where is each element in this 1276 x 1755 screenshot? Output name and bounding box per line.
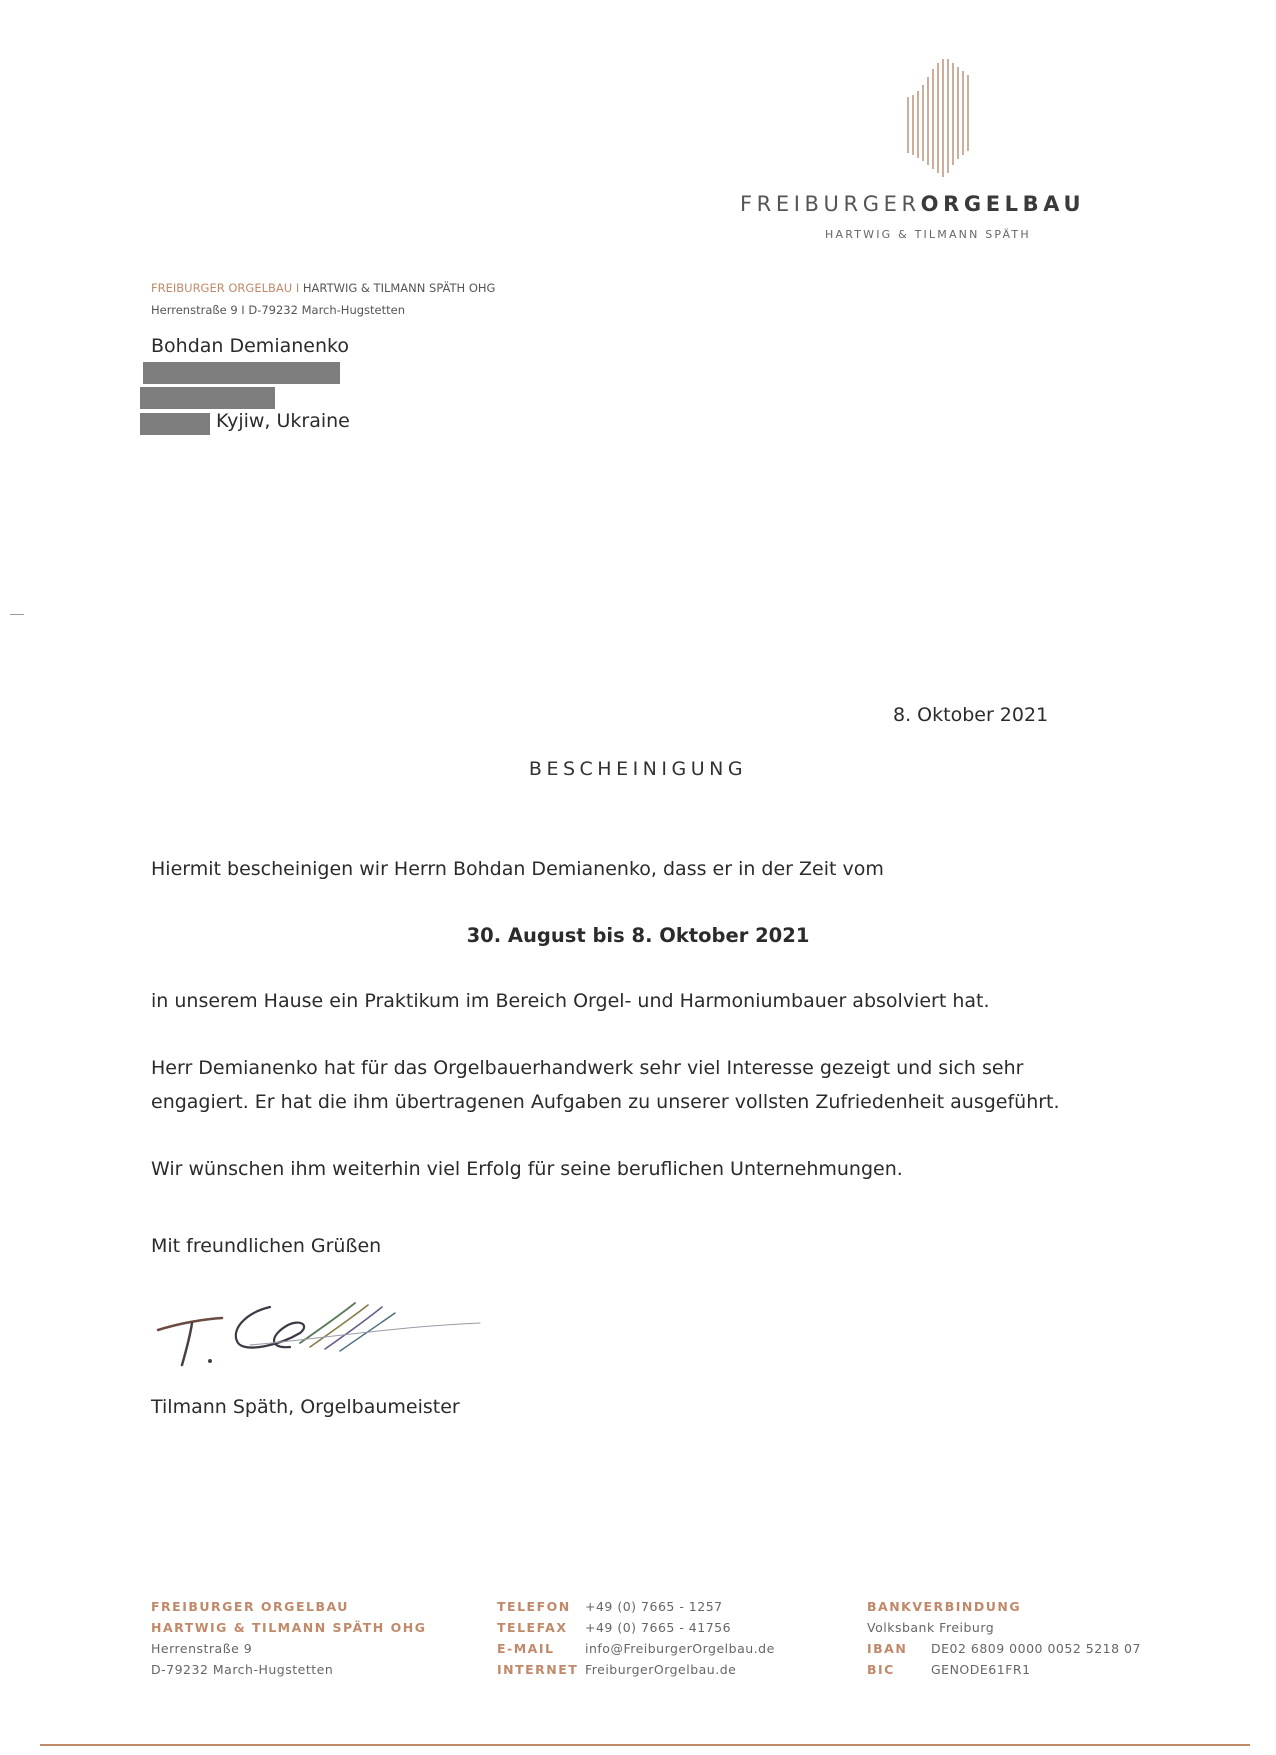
letter-date: 8. Oktober 2021 (893, 704, 1049, 726)
redaction-block (140, 387, 275, 409)
footer-bank-block (867, 1596, 1141, 1680)
footer-company-line2: HARTWIG & TILMANN SPÄTH OHG (151, 1620, 427, 1635)
document-title: BESCHEINIGUNG (528, 758, 748, 780)
bic-value: GENODE61FR1 (931, 1662, 1031, 1677)
bank-label: IBAN (867, 1641, 908, 1656)
iban-value: DE02 6809 0000 0052 5218 07 (931, 1641, 1141, 1656)
contact-label: TELEFAX (497, 1620, 568, 1635)
footer-company-line1: FREIBURGER ORGELBAU (151, 1599, 349, 1614)
bank-row (867, 1638, 1141, 1659)
contact-value: +49 (0) 7665 - 41756 (585, 1620, 732, 1635)
footer-street: Herrenstraße 9 (151, 1641, 253, 1656)
sender-address: Herrenstraße 9 I D-79232 March-Hugstetten (151, 303, 405, 317)
sender-company: FREIBURGER ORGELBAU (151, 281, 293, 295)
email-value: info@FreiburgerOrgelbau.de (585, 1641, 775, 1656)
sender-separator: I (295, 281, 300, 295)
bank-name: Volksbank Freiburg (867, 1620, 995, 1635)
brand-wordmark (740, 192, 1140, 216)
sender-line (151, 281, 495, 295)
brand-bold: ORGELBAU (920, 192, 1086, 216)
handwritten-signature-icon (150, 1285, 500, 1370)
brand-light: FREIBURGER (740, 192, 921, 216)
footer-contact-block (497, 1596, 775, 1680)
signer-name: Tilmann Späth, Orgelbaumeister (151, 1396, 460, 1418)
fold-mark (10, 614, 24, 615)
sender-owners: HARTWIG & TILMANN SPÄTH OHG (302, 281, 496, 295)
contact-label: TELEFON (497, 1599, 571, 1614)
footer-rule (40, 1744, 1250, 1746)
redaction-block (143, 362, 340, 384)
contact-value: +49 (0) 7665 - 1257 (585, 1599, 723, 1614)
contact-label: INTERNET (497, 1662, 579, 1677)
bank-heading: BANKVERBINDUNG (867, 1599, 1022, 1614)
body-paragraph-wishes: Wir wünschen ihm weiterhin viel Erfolg für seine beruflichen Unternehmungen. (151, 1158, 903, 1180)
body-paragraph-internship: in unserem Hause ein Praktikum im Bereich Orgel- und Harmoniumbauer absolviert hat. (151, 990, 990, 1012)
website-value: FreiburgerOrgelbau.de (585, 1662, 737, 1677)
body-paragraph-intro: Hiermit bescheinigen wir Herrn Bohdan Demianenko, dass er in der Zeit vom (151, 858, 884, 880)
bank-row (867, 1659, 1141, 1680)
redaction-block (140, 413, 210, 435)
contact-label: E-MAIL (497, 1641, 555, 1656)
footer-city: D-79232 March-Hugstetten (151, 1662, 334, 1677)
bank-label: BIC (867, 1662, 895, 1677)
footer-company-block (151, 1596, 426, 1680)
organ-pipes-logo-icon (905, 55, 975, 180)
body-paragraph-evaluation-line1: Herr Demianenko hat für das Orgelbauerhandwerk sehr viel Interesse gezeigt und sich sehr (151, 1057, 1024, 1079)
footer-contact-row (497, 1617, 775, 1638)
footer-contact-row (497, 1596, 775, 1617)
footer-contact-row (497, 1638, 775, 1659)
body-paragraph-evaluation-line2: engagiert. Er hat die ihm übertragenen Aufgaben zu unserer vollsten Zufriedenheit ausgeführt. (151, 1091, 1060, 1113)
recipient-name: Bohdan Demianenko (151, 335, 349, 357)
recipient-city: Kyjiw, Ukraine (216, 410, 350, 432)
footer-contact-row (497, 1659, 775, 1680)
closing-salutation: Mit freundlichen Grüßen (151, 1235, 382, 1257)
internship-period: 30. August bis 8. Oktober 2021 (466, 924, 810, 947)
brand-subtitle: HARTWIG & TILMANN SPÄTH (825, 228, 1031, 241)
